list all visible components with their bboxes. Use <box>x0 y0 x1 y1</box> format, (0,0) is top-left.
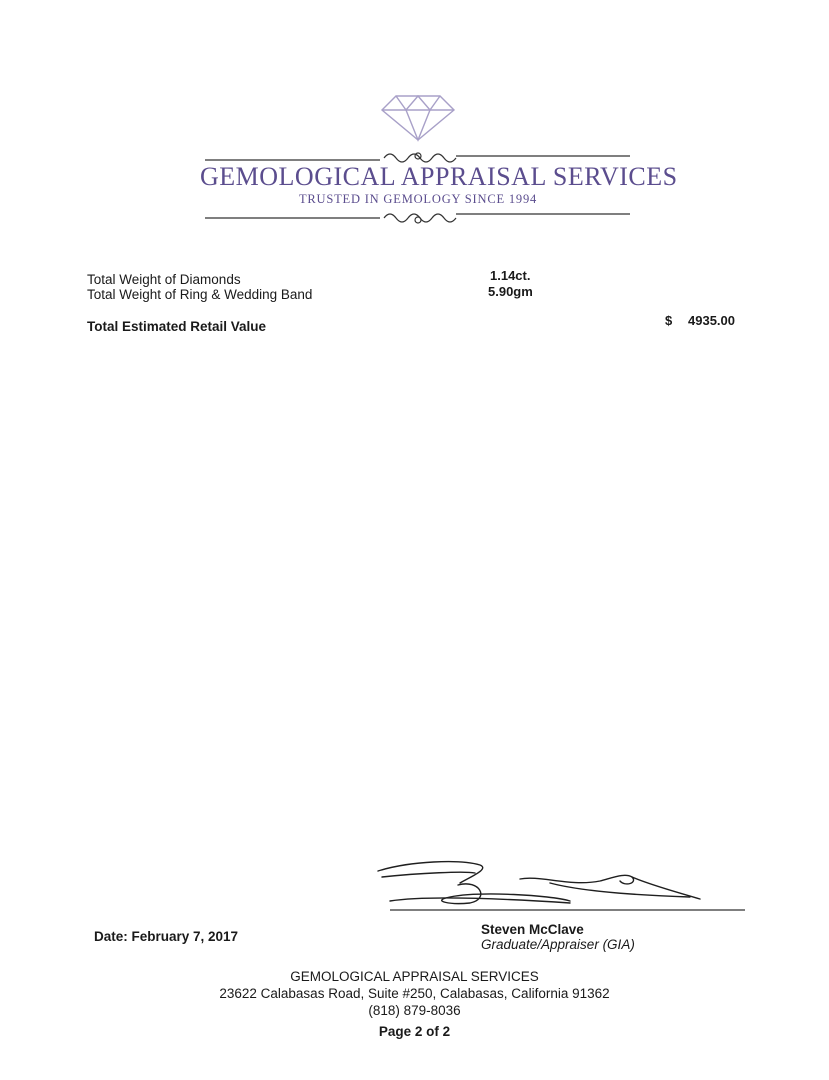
footer-address: 23622 Calabasas Road, Suite #250, Calabasas, California 91362 <box>219 986 610 1001</box>
total-value-amount: 4935.00 <box>688 313 735 328</box>
handwritten-signature <box>370 855 750 915</box>
appraiser-name: Steven McClave <box>481 922 584 937</box>
company-logo <box>200 90 678 230</box>
footer-phone: (818) 879-8036 <box>368 1003 461 1018</box>
page-number: Page 2 of 2 <box>378 1024 451 1039</box>
appraisal-date: Date: February 7, 2017 <box>94 929 239 944</box>
company-name: GEMOLOGICAL APPRAISAL SERVICES <box>200 162 678 191</box>
total-value-label: Total Estimated Retail Value <box>87 319 267 334</box>
currency-symbol: $ <box>665 313 673 328</box>
diamond-weight-label: Total Weight of Diamonds <box>87 272 241 287</box>
diamond-icon <box>200 90 678 230</box>
footer-company: GEMOLOGICAL APPRAISAL SERVICES <box>290 969 539 984</box>
company-tagline: TRUSTED IN GEMOLOGY SINCE 1994 <box>298 192 538 206</box>
ring-weight-value: 5.90gm <box>488 284 533 299</box>
diamond-weight-value: 1.14ct. <box>490 268 531 283</box>
ring-weight-label: Total Weight of Ring & Wedding Band <box>87 287 313 302</box>
appraiser-title: Graduate/Appraiser (GIA) <box>481 937 635 952</box>
